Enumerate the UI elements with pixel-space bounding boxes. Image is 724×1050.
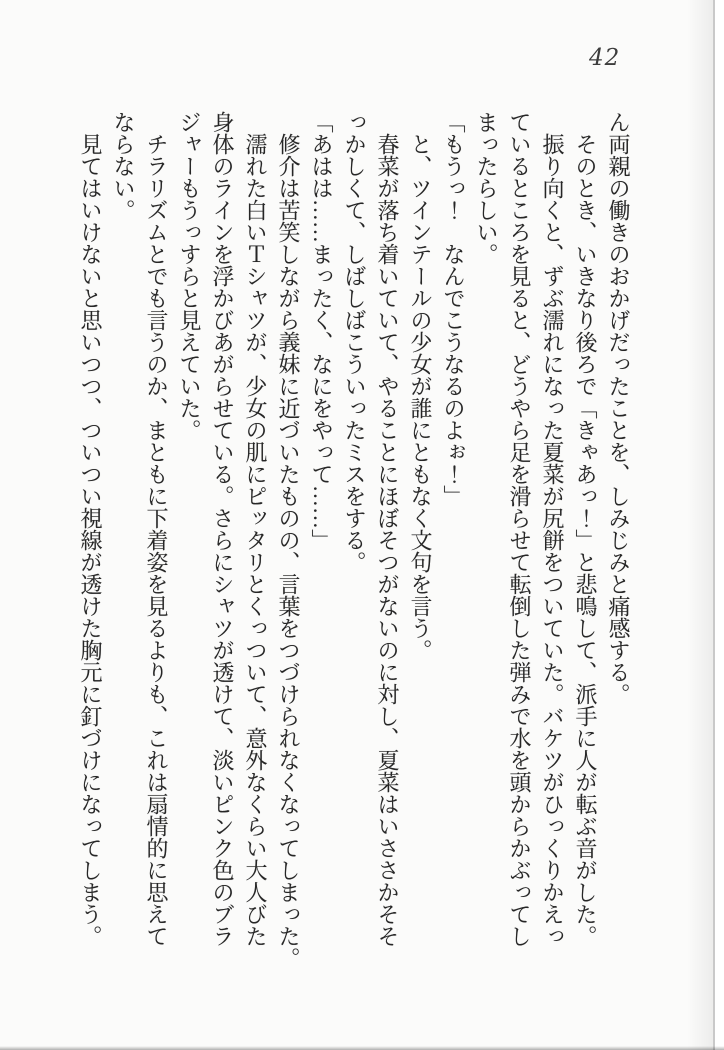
text-line: 「あはは……まったく、なにをやって……」 <box>309 111 334 551</box>
text-line: と、ツインテールの少女が誰にともなく文句を言う。 <box>408 111 433 661</box>
text-line: まったらしい。 <box>474 111 499 265</box>
text-line: ジャーもうっすらと見えていた。 <box>177 111 202 441</box>
page-edge-strip <box>715 0 724 1050</box>
page-edge-line <box>713 0 715 1050</box>
text-line: ならない。 <box>111 111 136 221</box>
bottom-edge-line <box>0 1046 724 1050</box>
page-edge-shade <box>687 0 713 1050</box>
text-line: 身体のラインを浮かびあがらせている。さらにシャツが透けて、淡いピンク色のブラ <box>210 111 235 947</box>
text-line: 見てはいけないと思いつつ、ついつい視線が透けた胸元に釘づけになってしまう。 <box>78 111 103 947</box>
text-line: そのとき、いきなり後ろで「きゃあっ！」と悲鳴して、派手に人が転ぶ音がした。 <box>573 111 598 947</box>
text-block <box>74 111 635 995</box>
text-line: 「もうっ！ なんでこうなるのよぉ！」 <box>441 111 466 507</box>
page-number: 42 <box>589 45 621 71</box>
text-line: 振り向くと、ずぶ濡れになった夏菜が尻餅をついていた。バケツがひっくりかえっ <box>540 111 565 947</box>
text-line: チラリズムとでも言うのか、まともに下着姿を見るよりも、これは扇情的に思えて <box>144 111 169 947</box>
text-line: っかしくて、しばしばこういったミスをする。 <box>342 111 367 573</box>
text-line: 修介は苦笑しながら義妹に近づいたものの、言葉をつづけられなくなってしまった。 <box>276 111 301 969</box>
text-line: 春菜が落ち着いていて、やることにほぼそつがないのに対し、夏菜はいささかそそ <box>375 111 400 947</box>
text-line: 濡れた白いＴシャツが、少女の肌にピッタリとくっついて、意外なくらい大人びた <box>243 111 268 947</box>
text-line: ているところを見ると、どうやら足を滑らせて転倒した弾みで水を頭からかぶってし <box>507 111 532 947</box>
text-line: ん両親の働きのおかげだったことを、しみじみと痛感する。 <box>606 111 631 705</box>
